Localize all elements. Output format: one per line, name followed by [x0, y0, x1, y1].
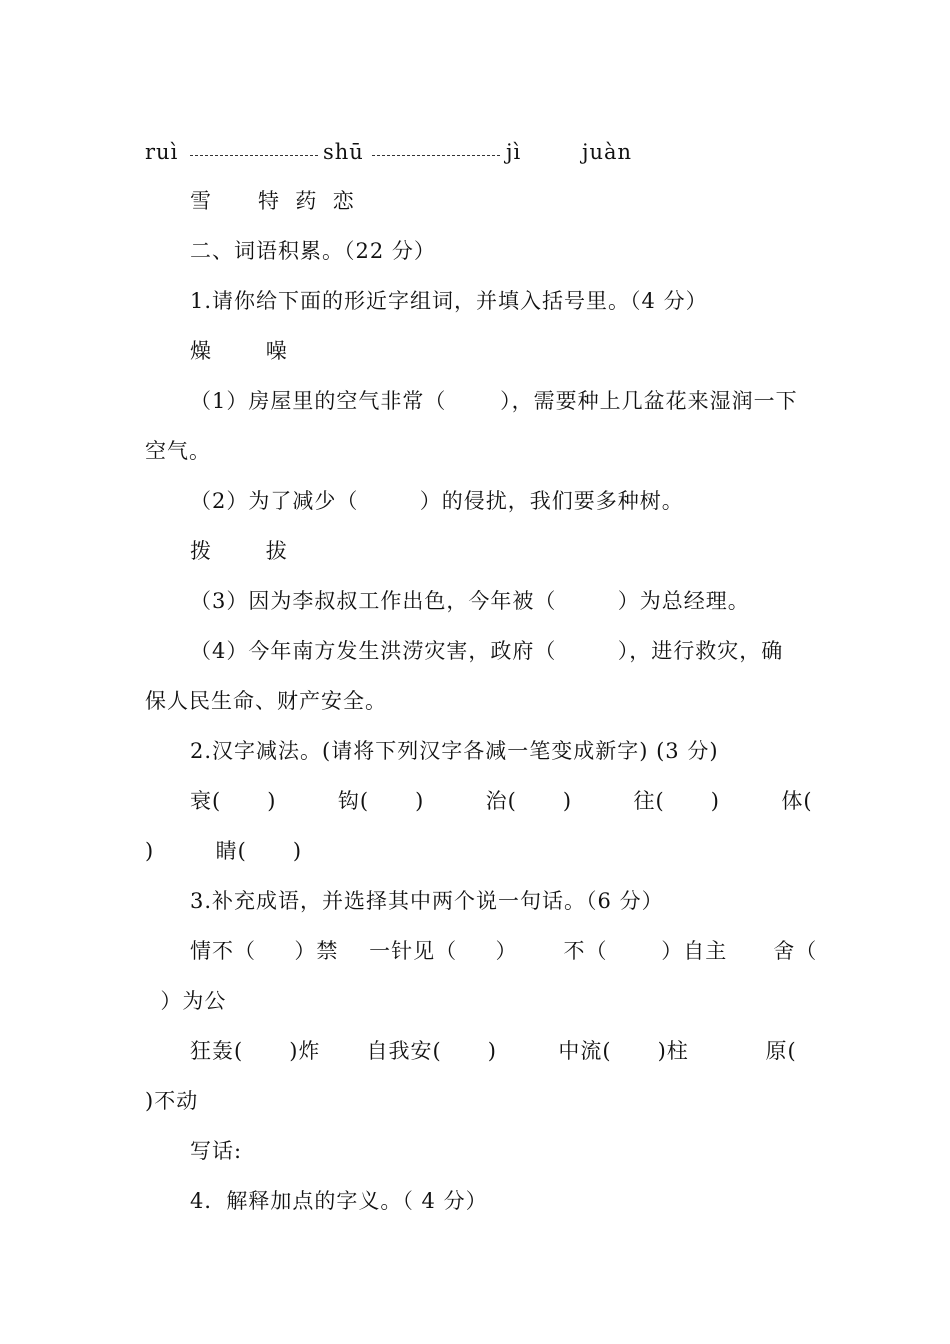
question-4-heading: 4．解释加点的字义。（ 4 分）: [190, 1189, 488, 1213]
question-2-heading: 2.汉字减法。(请将下列汉字各减一笔变成新字) (3 分): [190, 739, 719, 763]
question-1-item-1: （1）房屋里的空气非常（ ），需要种上几盆花来湿润一下: [190, 389, 798, 413]
pinyin-rui: ruì: [145, 140, 179, 164]
pinyin-blank-1: [190, 141, 318, 156]
pinyin-blank-2: [372, 141, 500, 156]
question-1-item-3: （3）因为李叔叔工作出色，今年被（ ）为总经理。: [190, 589, 750, 613]
word-pair-2: 拨 拔: [190, 539, 288, 563]
question-3-heading: 3.补充成语，并选择其中两个说一句话。（6 分）: [190, 889, 664, 913]
character-row: 雪 特 药 恋: [190, 189, 355, 213]
question-1-heading: 1.请你给下面的形近字组词，并填入括号里。（4 分）: [190, 289, 708, 313]
pinyin-juan: juàn: [582, 140, 633, 164]
writing-label: 写话:: [190, 1139, 243, 1163]
idiom-row-1-cont: ）为公: [145, 989, 227, 1013]
pinyin-shu: shū: [323, 140, 364, 164]
question-2-row-1: 衰( ) 钩( ) 治( ) 往( ) 体(: [190, 789, 813, 813]
idiom-row-2: 狂轰( )炸 自我安( ) 中流( )柱 原(: [190, 1039, 797, 1063]
word-pair-1: 燥 噪: [190, 339, 288, 363]
idiom-row-2-cont: )不动: [145, 1089, 199, 1113]
question-1-item-4-cont: 保人民生命、财产安全。: [145, 689, 387, 713]
section-two-heading: 二、词语积累。（22 分）: [190, 239, 436, 263]
question-1-item-4: （4）今年南方发生洪涝灾害，政府（ ），进行救灾，确: [190, 639, 784, 663]
question-1-item-1-cont: 空气。: [145, 439, 211, 463]
pinyin-ji: jì: [506, 140, 522, 164]
idiom-row-1: 情不（ ）禁 一针见（ ） 不（ ）自主 舍（: [190, 939, 818, 963]
question-2-row-2: ) 睛( ): [145, 839, 303, 863]
question-1-item-2: （2）为了减少（ ）的侵扰，我们要多种树。: [190, 489, 684, 513]
